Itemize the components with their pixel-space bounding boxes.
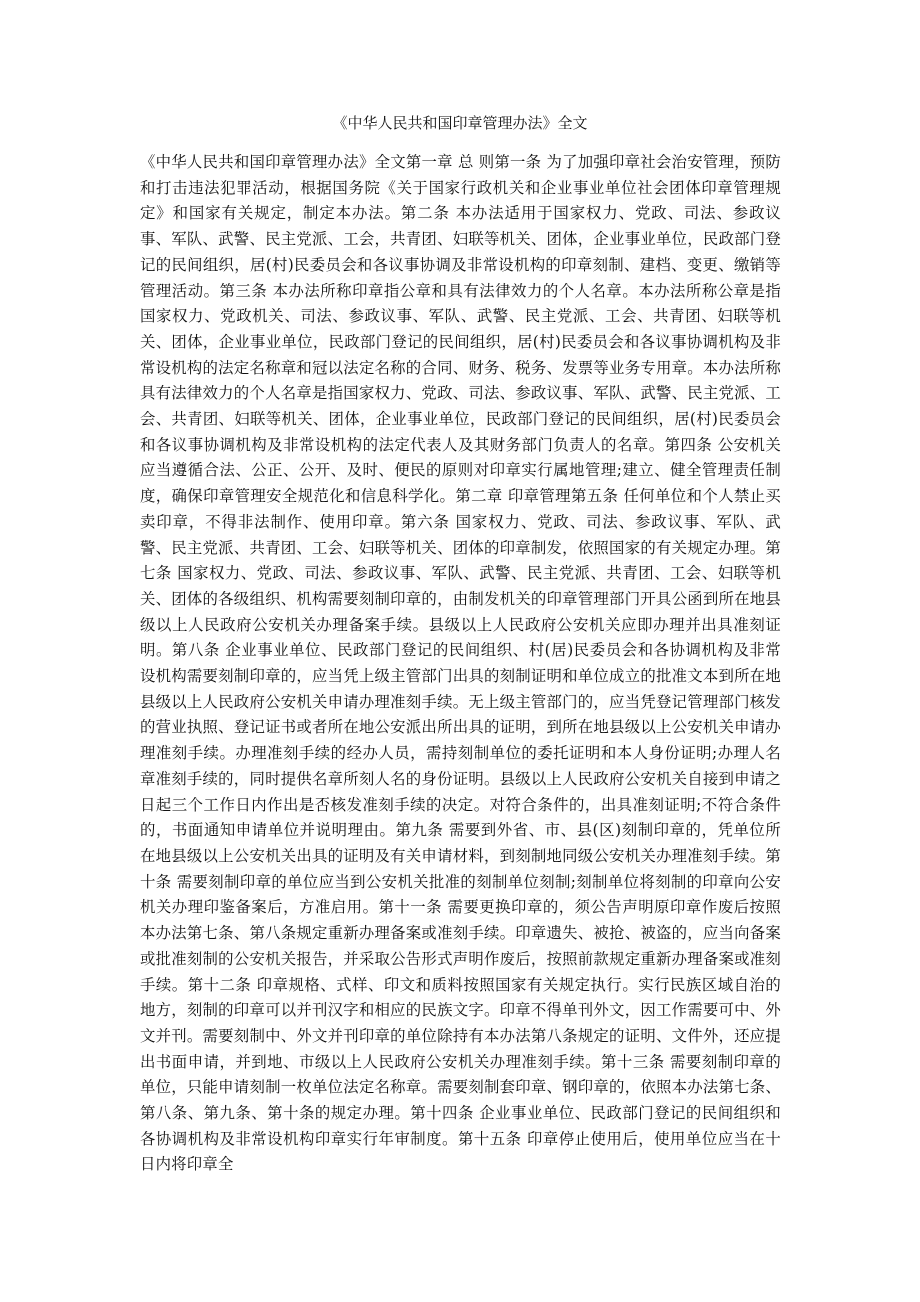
document-body-text: 《中华人民共和国印章管理办法》全文第一章 总 则第一条 为了加强印章社会治安管理，预防和打击违法犯罪活动，根据国务院《关于国家行政机关和企业事业单位社会团体印章管理规定》和国家有关规定，制定本办法。第二条 本办法适用于国家权力、党政、司法、参政议事、军队、武警、民主党派、工会，共青团、妇联等机关、团体，企业事业单位，民政部门登记的民间组织，居(村)民委员会和各议事协调及非常设机构的印章刻制、建档、变更、缴销等管理活动。第三条 本办法所称印章指公章和具有法律效力的个人名章。本办法所称公章是指国家权力、党政机关、司法、参政议事、军队、武警、民主党派、工会、共青团、妇联等机关、团体，企业事业单位，民政部门登记的民间组织，居(村)民委员会和各议事协调机构及非常设机构的法定名称章和冠以法定名称的合同、财务、税务、发票等业务专用章。本办法所称具有法律效力的个人名章是指国家权力、党政、司法、参政议事、军队、武警、民主党派、工会、共青团、妇联等机关、团体，企业事业单位，民政部门登记的民间组织，居(村)民委员会和各议事协调机构及非常设机构的法定代表人及其财务部门负责人的名章。第四条 公安机关应当遵循合法、公正、公开、及时、便民的原则对印章实行属地管理;建立、健全管理责任制度，确保印章管理安全规范化和信息科学化。第二章 印章管理第五条 任何单位和个人禁止买卖印章，不得非法制作、使用印章。第六条 国家权力、党政、司法、参政议事、军队、武警、民主党派、共青团、工会、妇联等机关、团体的印章制发，依照国家的有关规定办理。第七条 国家权力、党政、司法、参政议事、军队、武警、民主党派、共青团、工会、妇联等机关、团体的各级组织、机构需要刻制印章的，由制发机关的印章管理部门开具公函到所在地县级以上人民政府公安机关办理备案手续。县级以上人民政府公安机关应即办理并出具准刻证明。第八条 企业事业单位、民政部门登记的民间组织、村(居)民委员会和各协调机构及非常设机构需要刻制印章的，应当凭上级主管部门出具的刻制证明和单位成立的批准文本到所在地县级以上人民政府公安机关申请办理准刻手续。无上级主管部门的，应当凭登记管理部门核发的营业执照、登记证书或者所在地公安派出所出具的证明，到所在地县级以上公安机关申请办理准刻手续。办理准刻手续的经办人员，需持刻制单位的委托证明和本人身份证明;办理人名章准刻手续的，同时提供名章所刻人名的身份证明。县级以上人民政府公安机关自接到申请之日起三个工作日内作出是否核发准刻手续的决定。对符合条件的，出具准刻证明;不符合条件的，书面通知申请单位并说明理由。第九条 需要到外省、市、县(区)刻制印章的，凭单位所在地县级以上公安机关出具的证明及有关申请材料，到刻制地同级公安机关办理准刻手续。第十条 需要刻制印章的单位应当到公安机关批准的刻制单位刻制;刻制单位将刻制的印章向公安机关办理印鉴备案后，方准启用。第十一条 需要更换印章的，须公告声明原印章作废后按照本办法第七条、第八条规定重新办理备案或准刻手续。印章遗失、被抢、被盗的，应当向备案或批准刻制的公安机关报告，并采取公告形式声明作废后，按照前款规定重新办理备案或准刻手续。第十二条 印章规格、式样、印文和质料按照国家有关规定执行。实行民族区域自治的地方，刻制的印章可以并刊汉字和相应的民族文字。印章不得单刊外文，因工作需要可中、外文并刊。需要刻制中、外文并刊印章的单位除持有本办法第八条规定的证明、文件外，还应提出书面申请，并到地、市级以上人民政府公安机关办理准刻手续。第十三条 需要刻制印章的单位，只能申请刻制一枚单位法定名称章。需要刻制套印章、钢印章的，依照本办法第七条、第八条、第九条、第十条的规定办理。第十四条 企业事业单位、民政部门登记的民间组织和各协调机构及非常设机构印章实行年审制度。第十五条 印章停止使用后，使用单位应当在十日内将印章全 [140,153,781,1174]
document-title: 《中华人民共和国印章管理办法》全文 [332,114,588,132]
